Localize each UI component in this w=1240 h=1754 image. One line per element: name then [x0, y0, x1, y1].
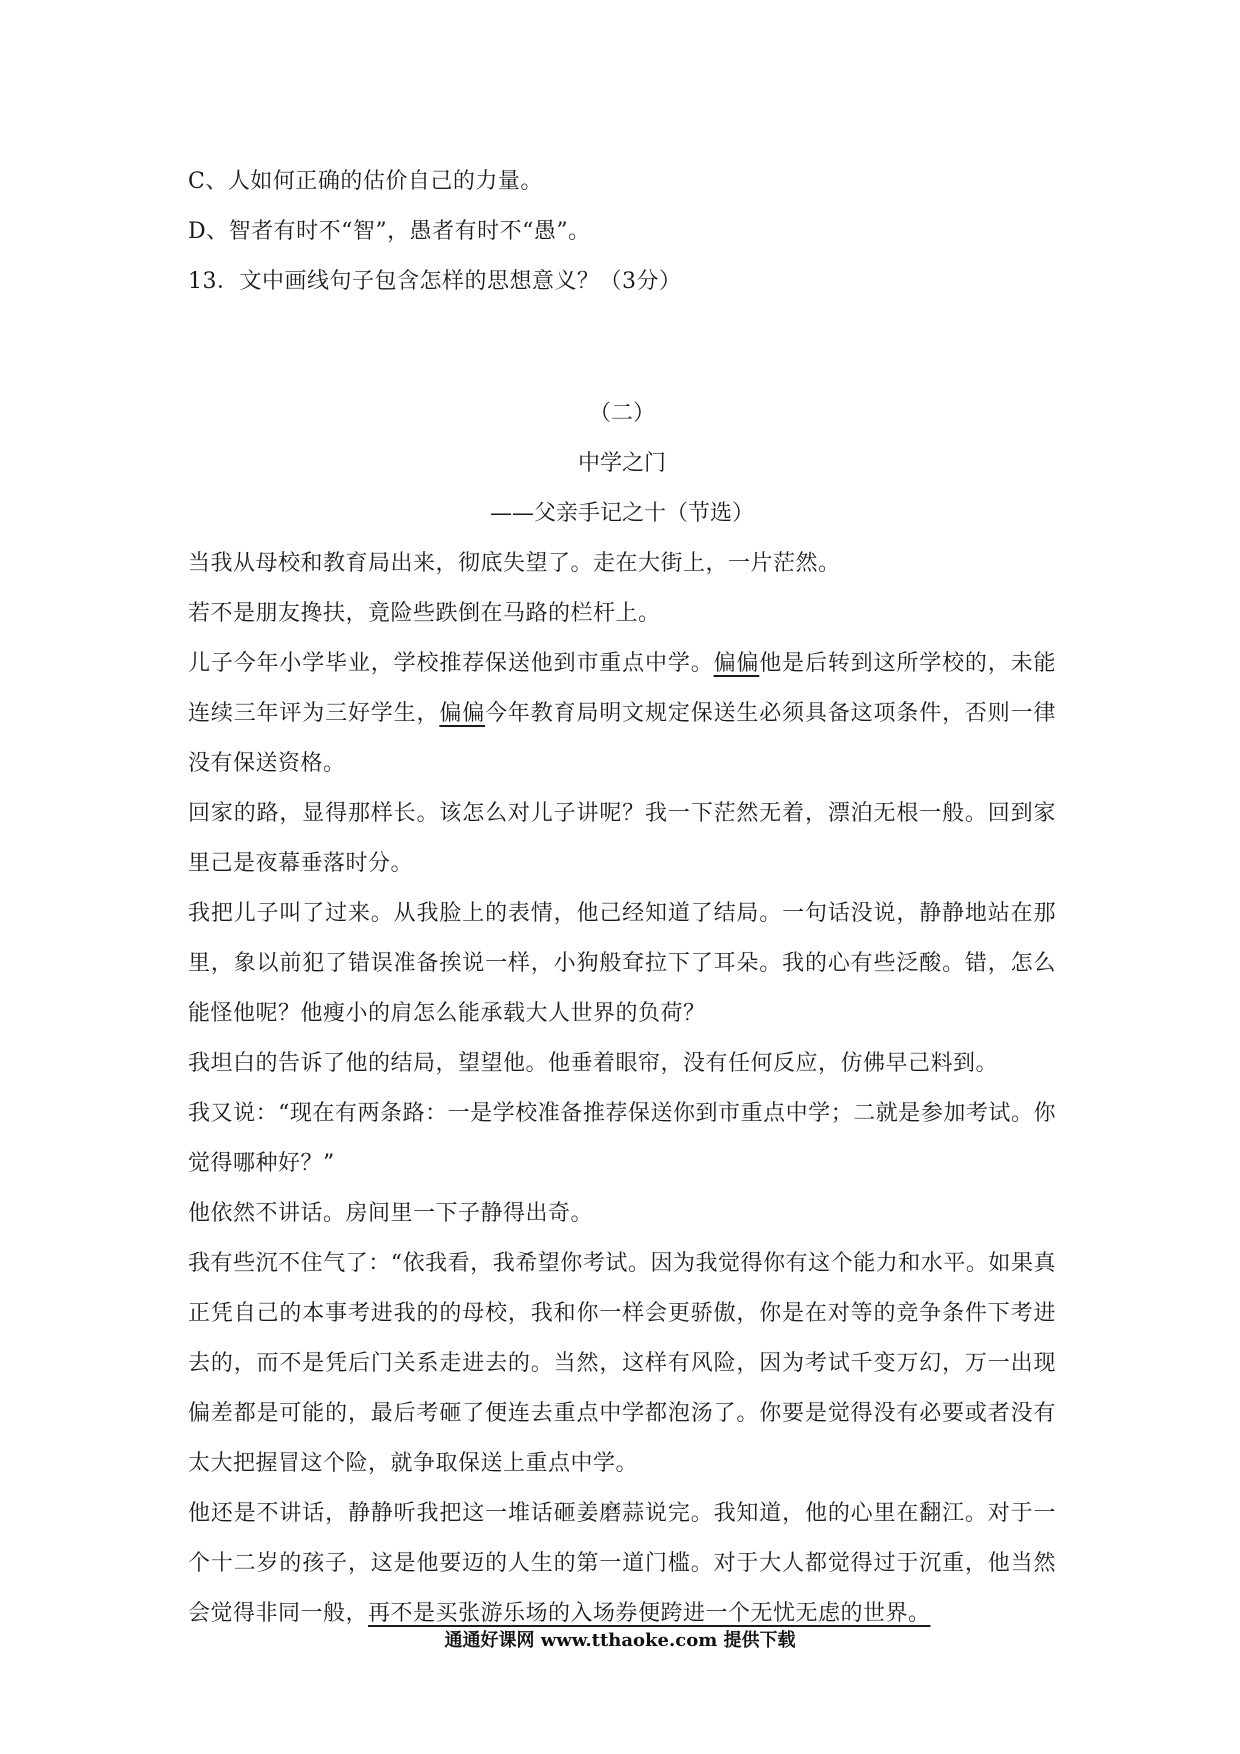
paragraph-7: 我又说：“现在有两条路：一是学校准备推荐保送你到市重点中学；二就是参加考试。你觉得哪种好？”: [188, 1101, 1056, 1176]
question-13: 13．文中画线句子包含怎样的思想意义？（3分）: [188, 269, 682, 294]
paragraph-6: 我坦白的告诉了他的结局，望望他。他垂着眼帘，没有任何反应，仿佛早己料到。: [188, 1051, 999, 1076]
paragraph-10: [188, 1489, 1056, 1639]
underlined-word-2: 偏偏: [439, 701, 486, 726]
option-c: C、人如何正确的估价自己的力量。: [188, 169, 543, 194]
paragraph-10-text: 他还是不讲话，静静听我把这一堆话砸姜磨蒜说完。我知道，他的心里在翻江。对于一个十二岁的孩子，这是他要迈的人生的第一道门槛。对于大人都觉得过于沉重，他当然会觉得非同一般，: [188, 1501, 1056, 1626]
underlined-sentence: 再不是买张游乐场的入场券便跨进一个无忧无虑的世界。: [368, 1601, 931, 1626]
paragraph-3-text-c: 今年教育局明文规定保送生必须具备这项条件，否则一律没有保送资格。: [188, 701, 1056, 776]
paragraph-4: 回家的路，显得那样长。该怎么对儿子讲呢？我一下茫然无着，漂泊无根一般。回到家里己是夜幕垂落时分。: [188, 801, 1056, 876]
section-number: （二）: [588, 401, 655, 426]
paragraph-1: 当我从母校和教育局出来，彻底失望了。走在大街上，一片茫然。: [188, 551, 841, 576]
paragraph-3: [188, 639, 1056, 789]
passage-subtitle: ——父亲手记之十（节选）: [489, 501, 754, 526]
spacer: [188, 307, 1056, 389]
paragraph-3-text-b: 他是后转到这所学校的，未能连续三年评为三好学生，: [188, 651, 1056, 726]
footer-credit: 通通好课网 www.tthaoke.com 提供下载: [444, 1630, 796, 1651]
option-d: D、智者有时不“智”，愚者有时不“愚”。: [188, 219, 591, 244]
page-content: [188, 157, 1056, 1639]
paragraph-8: 他依然不讲话。房间里一下子静得出奇。: [188, 1201, 594, 1226]
paragraph-9: 我有些沉不住气了：“依我看，我希望你考试。因为我觉得你有这个能力和水平。如果真正凭自己的本事考进我的的母校，我和你一样会更骄傲，你是在对等的竞争条件下考进去的，而不是凭后门关系走进去的。当然，这样有风险，因为考试千变万幻，万一出现偏差都是可能的，最后考砸了便连去重点中学都泡汤了。你要是觉得没有必要或者没有太大把握冒这个险，就争取保送上重点中学。: [188, 1251, 1056, 1476]
underlined-word-1: 偏偏: [713, 651, 760, 676]
paragraph-3-text-a: 儿子今年小学毕业，学校推荐保送他到市重点中学。: [188, 651, 714, 676]
paragraph-2: 若不是朋友搀扶，竟险些跌倒在马路的栏杆上。: [188, 601, 661, 626]
paragraph-5: 我把儿子叫了过来。从我脸上的表情，他己经知道了结局。一句话没说，静静地站在那里，象以前犯了错误准备挨说一样，小狗般耷拉下了耳朵。我的心有些泛酸。错，怎么能怪他呢？他瘦小的肩怎么能承载大人世界的负荷？: [188, 901, 1056, 1026]
passage-title: 中学之门: [577, 451, 666, 476]
